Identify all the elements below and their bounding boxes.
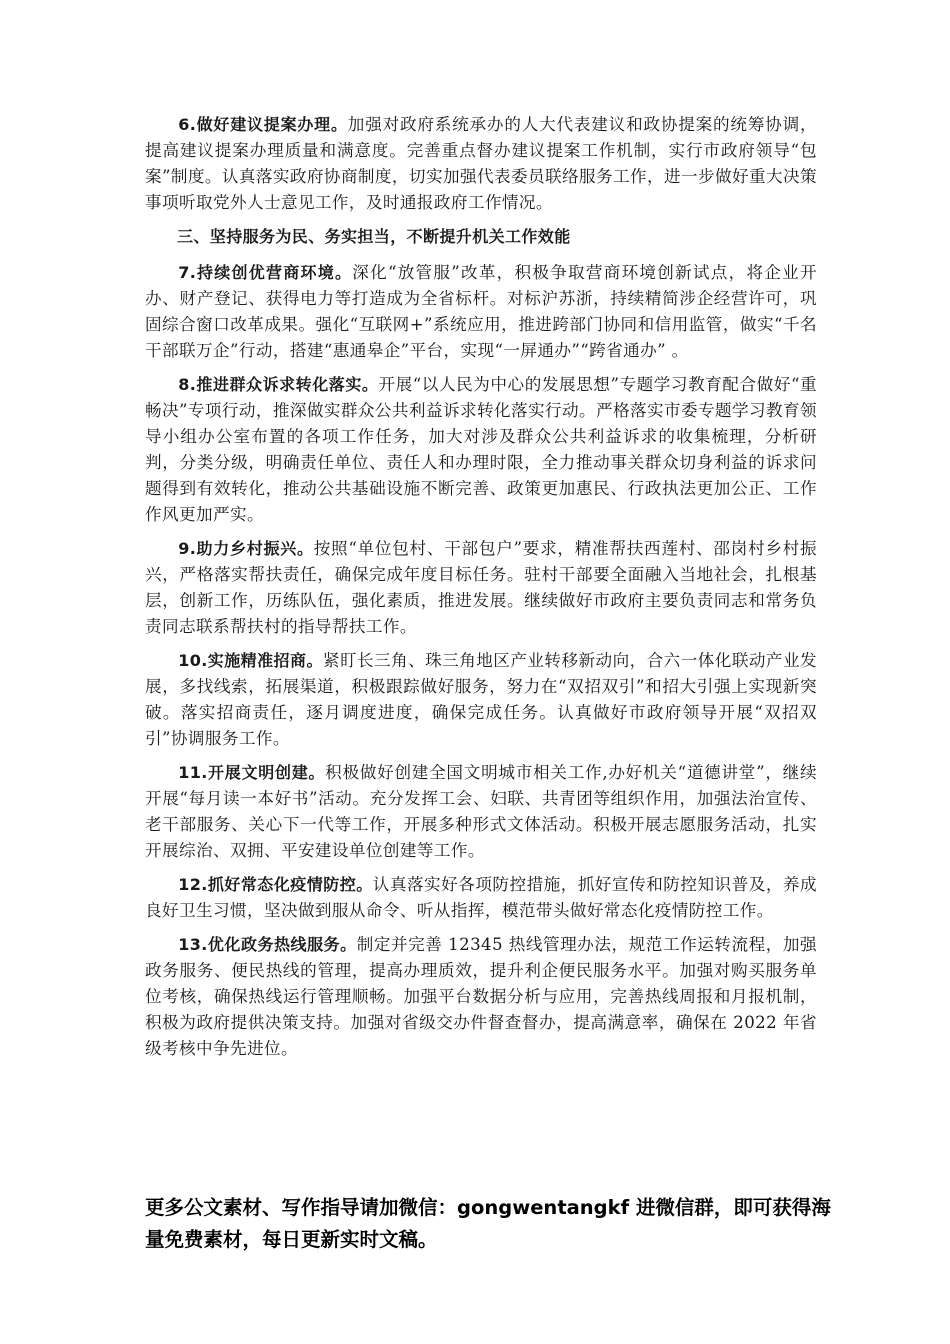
paragraph-body: 开展“以人民为中心的发展思想”专题学习教育配合做好“重畅决”专项行动，推深做实群众公共利益诉求转化落实行动。严格落实市委专题学习教育领导小组办公室布置的各项工作任务，加大对涉及群众公共利益诉求的收集梳理，分析研判，分类分级，明确责任单位、责任人和办理时限，全力推动事关群众切身利益的诉求问题得到有效转化，推动公共基础设施不断完善、政策更加惠民、行政执法更加公正、工作作风更加严实。 bbox=[145, 375, 817, 524]
paragraph-lead: 7.持续创优营商环境。 bbox=[178, 263, 353, 282]
paragraph-body: 深化“放管服”改革，积极争取营商环境创新试点，将企业开办、财产登记、获得电力等打造成为全省标杆。对标沪苏浙，持续精简涉企经营许可，巩固综合窗口改革成果。强化“互联网+”系统应用，推进跨部门协同和信用监管，做实“千名干部联万企”行动，搭建“惠通皋企”平台，实现“一屏通办”“跨省通办” 。 bbox=[145, 263, 817, 360]
document-body bbox=[145, 112, 817, 1070]
paragraph-body: 认真落实好各项防控措施，抓好宣传和防控知识普及，养成良好卫生习惯，坚决做到服从命令、听从指挥，模范带头做好常态化疫情防控工作。 bbox=[145, 875, 817, 920]
paragraph-8 bbox=[145, 372, 817, 528]
paragraph-lead: 11.开展文明创建。 bbox=[178, 763, 326, 782]
paragraph-11 bbox=[145, 760, 817, 864]
paragraph-body: 紧盯长三角、珠三角地区产业转移新动向，合六一体化联动产业发展，多找线索，拓展渠道，积极跟踪做好服务，努力在“双招双引”和招大引强上实现新突破。落实招商责任，逐月调度进度，确保完成任务。认真做好市政府领导开展“双招双引”协调服务工作。 bbox=[145, 651, 817, 748]
paragraph-6 bbox=[145, 112, 817, 216]
paragraph-13 bbox=[145, 932, 817, 1062]
footer-promo-note: 更多公文素材、写作指导请加微信：gongwentangkf 进微信群，即可获得海量免费素材，每日更新实时文稿。 bbox=[145, 1196, 831, 1251]
paragraph-lead: 9.助力乡村振兴。 bbox=[178, 539, 314, 558]
paragraph-lead: 13.优化政务热线服务。 bbox=[178, 935, 357, 954]
paragraph-lead: 6.做好建议提案办理。 bbox=[178, 115, 348, 134]
paragraph-lead: 10.实施精准招商。 bbox=[178, 651, 323, 670]
paragraph-lead: 8.推进群众诉求转化落实。 bbox=[178, 375, 379, 394]
paragraph-7 bbox=[145, 260, 817, 364]
paragraph-9 bbox=[145, 536, 817, 640]
paragraph-lead: 12.抓好常态化疫情防控。 bbox=[178, 875, 373, 894]
paragraph-body: 制定并完善 12345 热线管理办法，规范工作运转流程，加强政务服务、便民热线的管理，提高办理质效，提升利企便民服务水平。加强对购买服务单位考核，确保热线运行管理顺畅。加强平台数据分析与应用，完善热线周报和月报机制，积极为政府提供决策支持。加强对省级交办件督查督办，提高满意率，确保在 2022 年省级考核中争先进位。 bbox=[145, 935, 817, 1058]
paragraph-12 bbox=[145, 872, 817, 924]
paragraph-body: 加强对政府系统承办的人大代表建议和政协提案的统筹协调，提高建议提案办理质量和满意度。完善重点督办建议提案工作机制，实行市政府领导“包案”制度。认真落实政府协商制度，切实加强代表委员联络服务工作，进一步做好重大决策事项听取党外人士意见工作，及时通报政府工作情况。 bbox=[145, 115, 817, 212]
paragraph-body: 按照“单位包村、干部包户”要求，精准帮扶西莲村、邵岗村乡村振兴，严格落实帮扶责任，确保完成年度目标任务。驻村干部要全面融入当地社会，扎根基层，创新工作，历练队伍，强化素质，推进发展。继续做好市政府主要负责同志和常务负责同志联系帮扶村的指导帮扶工作。 bbox=[145, 539, 818, 636]
paragraph-body: 积极做好创建全国文明城市相关工作,办好机关“道德讲堂”，继续开展“每月读一本好书”活动。充分发挥工会、妇联、共青团等组织作用，加强法治宣传、老干部服务、关心下一代等工作，开展多种形式文体活动。积极开展志愿服务活动，扎实开展综治、双拥、平安建设单位创建等工作。 bbox=[145, 763, 817, 860]
section-heading: 三、坚持服务为民、务实担当，不断提升机关工作效能 bbox=[177, 227, 571, 246]
paragraph-10 bbox=[145, 648, 817, 752]
